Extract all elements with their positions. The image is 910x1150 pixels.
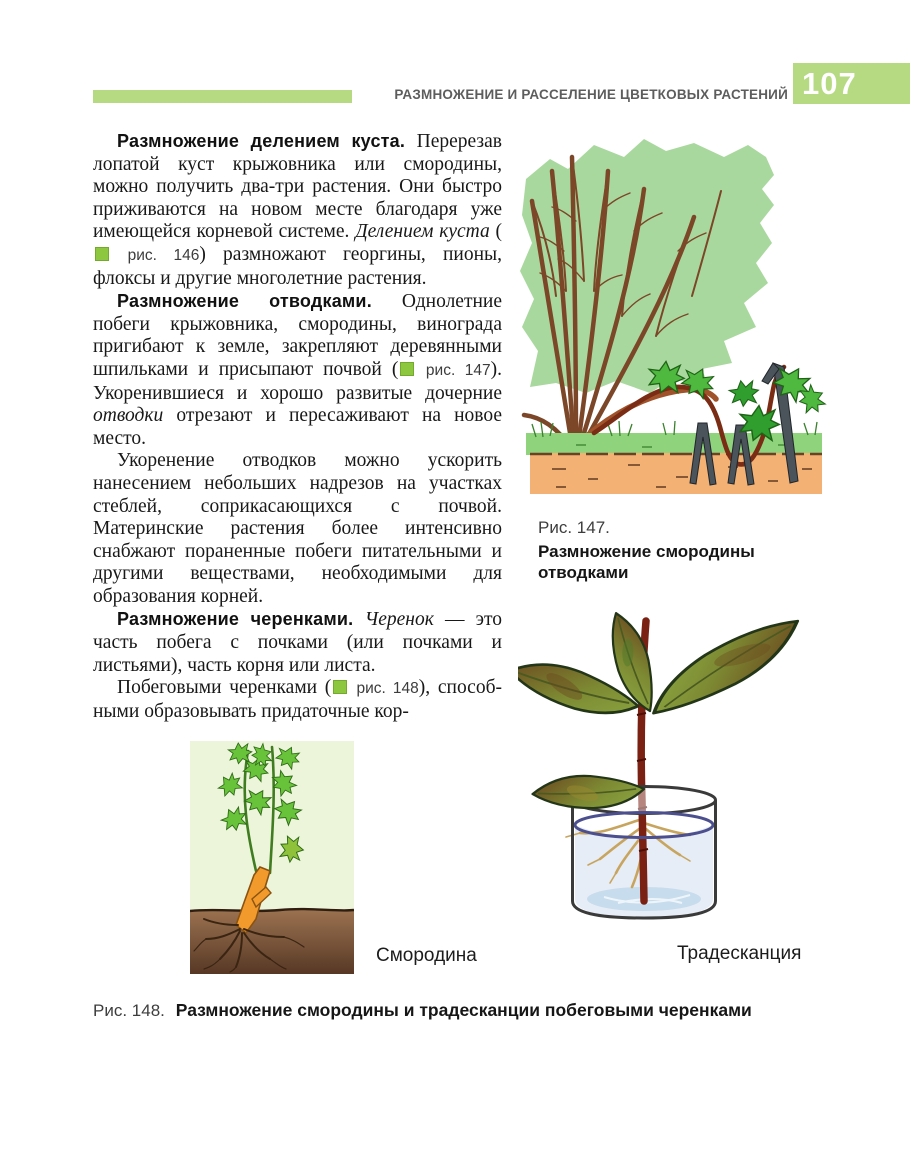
text-segment-body: Однолетние побеги крыжовника, смородины, винограда пригибают к земле, закрепляют деревянными шпильками и присыпают почвой ( xyxy=(93,291,502,380)
label-smorodina: Смородина xyxy=(376,945,477,966)
text-segment-figref: рис. 147 xyxy=(416,361,491,379)
text-segment-lead: Размножение черенками. xyxy=(117,609,365,630)
fig147-caption-label: Рис. 147. xyxy=(538,518,610,537)
text-segment-body: отрезают и пересаживают на новое место. xyxy=(93,405,502,449)
text-segment-body: Укоренение отводков можно ускорить нанесением небольших надрезов на участках стеблей, соприкасающихся с почвой. Материнские растения более интенсивно снабжают пораненные побеги питательными и другими веществами, необходимыми для образования корней. xyxy=(93,450,502,607)
fig148-caption xyxy=(93,1000,833,1021)
text-segment-italic: Делением куста xyxy=(355,221,490,243)
text-column xyxy=(93,130,502,723)
text-segment-lead: Размножение отводками. xyxy=(117,291,402,312)
soil-band xyxy=(530,453,822,494)
fig147-illustration xyxy=(516,131,906,507)
fig147-caption-title: Размножение смородины отводками xyxy=(538,542,755,582)
figure-ref-square-icon xyxy=(95,247,109,261)
text-segment-figref: рис. 148 xyxy=(349,680,419,698)
text-segment-body: — это часть побега с почками (или почками и листьями), часть корня или листа. xyxy=(93,609,502,676)
text-segment-body: Побеговыми черенками ( xyxy=(117,677,332,699)
fig147-caption xyxy=(538,518,788,583)
text-segment-body: ), способными образовывать придаточные кор- xyxy=(93,677,503,722)
text-segment-body: ). Укоренившиеся и хорошо развитые дочерние xyxy=(93,358,502,404)
paragraph xyxy=(93,608,502,677)
label-tradescantia: Традесканция xyxy=(677,943,802,964)
text-segment-body: Перерезав лопатой куст крыжовника или смородины, можно получить два-три растения. Они быстро приживаются на новом месте благодаря уже имеющейся корневой системе. xyxy=(93,131,502,243)
fig148-tradescantia-illustration xyxy=(518,611,845,943)
figure-ref-square-icon xyxy=(333,680,347,694)
page-number: 107 xyxy=(802,66,857,101)
fig148-smorodina-illustration xyxy=(190,741,354,974)
page-number-box xyxy=(793,63,910,104)
paragraph xyxy=(93,450,502,608)
text-segment-lead: Размножение делением куста. xyxy=(117,131,417,151)
text-segment-italic: Черенок xyxy=(364,609,434,631)
text-segment-figref: рис. 146 xyxy=(111,246,200,264)
figure-ref-square-icon xyxy=(400,362,414,376)
text-segment-italic: отводки xyxy=(93,405,164,427)
text-segment-body: ( xyxy=(489,221,503,243)
running-title: РАЗМНОЖЕНИЕ И РАССЕЛЕНИЕ ЦВЕТКОВЫХ РАСТЕНИЙ xyxy=(394,87,788,102)
paragraph xyxy=(93,677,502,723)
text-segment-body: ) размножают георгины, пионы, флоксы и другие многолетние растения. xyxy=(93,243,502,289)
paragraph xyxy=(93,130,502,290)
fig148-caption-title: Размножение смородины и традесканции побеговыми черенками xyxy=(175,1000,752,1020)
paragraph xyxy=(93,290,502,450)
fig148-caption-label: Рис. 148. xyxy=(93,1001,165,1020)
soil-background xyxy=(190,910,354,974)
